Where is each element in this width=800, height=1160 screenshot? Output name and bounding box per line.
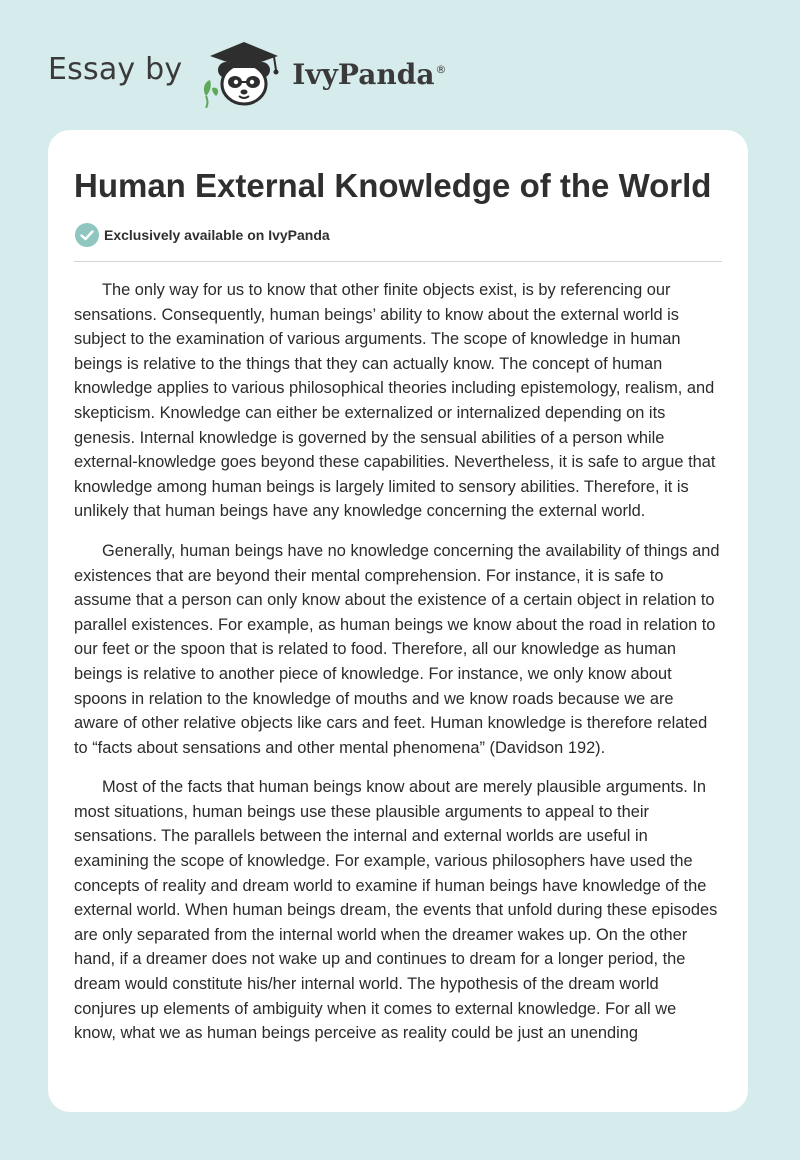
divider [74, 261, 722, 262]
brand-header[interactable] [48, 36, 446, 108]
check-circle-icon [74, 222, 100, 248]
paragraph: The only way for us to know that other finite objects exist, is by referencing our sensations. Consequently, human beings’ ability to know about the external world is subject to the examination of various arguments. The scope of knowledge in human beings is relative to the things that they can actually know. The concept of human knowledge applies to various philosophical theories including epistemology, realism, and skepticism. Knowledge can either be externalized or internalized depending on its genesis. Internal knowledge is governed by the sensual abilities of a person while external-knowledge goes beyond these capabilities. Nevertheless, it is safe to argue that knowledge among human beings is largely limited to sensory abilities. Therefore, it is unlikely that human beings have any knowledge concerning the external world. [74, 281, 716, 521]
essay-body [74, 278, 722, 1061]
essay-title: Human External Knowledge of the World [74, 167, 712, 204]
paragraph: Most of the facts that human beings know about are merely plausible arguments. In most situations, human beings use these plausible arguments to appeal to their sensations. The parallels between the internal and external worlds are useful in examining the scope of knowledge. For example, various philosophers have used the concepts of reality and dream world to examine if human beings have knowledge of the external world. When human beings dream, the events that unfold during these episodes are only separated from the internal world when the dreamer wakes up. On the other hand, if a dreamer does not wake up and continues to dream for a longer period, the dream would constitute his/her internal world. The hypothesis of the dream world conjures up elements of ambiguity when it comes to external knowledge. For all we know, what we as human beings perceive as reality could be just an unending [74, 778, 718, 1043]
registered-mark: ® [435, 63, 447, 77]
availability-badge [74, 222, 330, 248]
availability-text: Exclusively available on IvyPanda [104, 227, 330, 243]
brand-prefix: Essay by [48, 51, 183, 87]
essay-card [48, 130, 748, 1112]
brand-name: IvyPanda® [292, 57, 447, 91]
paragraph: Generally, human beings have no knowledge concerning the availability of things and existences that are beyond their mental comprehension. For instance, it is safe to assume that a person can only know about the existence of a certain object in relation to parallel existences. For example, as human beings we know about the road in relation to our feet or the spoon that is related to food. Therefore, all our knowledge as human beings is relative to another piece of knowledge. For instance, we only know about spoons in relation to the knowledge of mouths and we know roads because we are aware of other relative objects like cars and feet. Human knowledge is therefore related to “facts about sensations and other mental phenomena” (Davidson 192). [74, 541, 720, 757]
panda-graduate-icon [196, 36, 288, 108]
